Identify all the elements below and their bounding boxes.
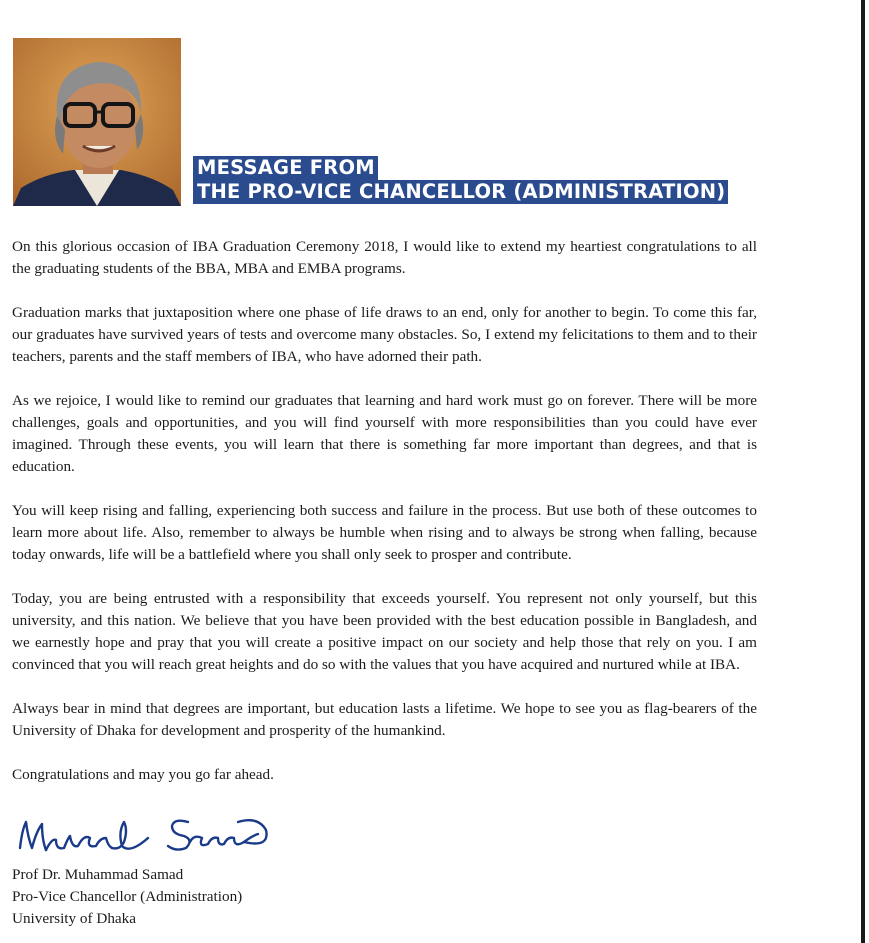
paragraph: Always bear in mind that degrees are important, but education lasts a lifetime. We hope to see you as flag-bearers of the University of Dhaka for development and prosperity of the humankind. [12,700,757,739]
signatory-name: Prof Dr. Muhammad Samad [12,866,184,883]
title-line-2: THE PRO-VICE CHANCELLOR (ADMINISTRATION) [193,180,728,204]
message-body [12,236,757,786]
paragraph: Graduation marks that juxtaposition where one phase of life draws to an end, only for another to begin. To come this far, our graduates have survived years of tests and overcome many obstacles. So, I extend my felicitations to them and to their teachers, parents and the staff members of IBA, who have adorned their path. [12,304,757,365]
portrait-photo [13,38,181,206]
page-edge-border [861,0,865,943]
paragraph: On this glorious occasion of IBA Graduation Ceremony 2018, I would like to extend my heartiest congratulations to all the graduating students of the BBA, MBA and EMBA programs. [12,238,757,277]
signatory-institution: University of Dhaka [12,910,136,927]
paragraph: As we rejoice, I would like to remind our graduates that learning and hard work must go on forever. There will be more challenges, goals and opportunities, and you will find yourself with more responsibilities than you could have ever imagined. Through these events, you will learn that there is something far more important than degrees, and that is education. [12,392,757,475]
title-line-1: MESSAGE FROM [193,156,378,180]
signature-block [12,864,242,930]
page-title [193,156,728,204]
closing-line: Congratulations and may you go far ahead. [12,766,274,783]
signatory-title: Pro-Vice Chancellor (Administration) [12,888,243,905]
handwritten-signature [12,808,277,866]
paragraph: You will keep rising and falling, experiencing both success and failure in the process. But use both of these outcomes to learn more about life. Also, remember to always be humble when rising and to always be strong when falling, because today onwards, life will be a battlefield where you shall only seek to prosper and contribute. [12,502,757,563]
paragraph: Today, you are being entrusted with a responsibility that exceeds yourself. You represent not only yourself, but this university, and this nation. We believe that you have been provided with the best education possible in Bangladesh, and we earnestly hope and pray that you will create a positive impact on our society and help those that rely on you. I am convinced that you will reach great heights and do so with the values that you have acquired and nurtured while at IBA. [12,590,757,673]
